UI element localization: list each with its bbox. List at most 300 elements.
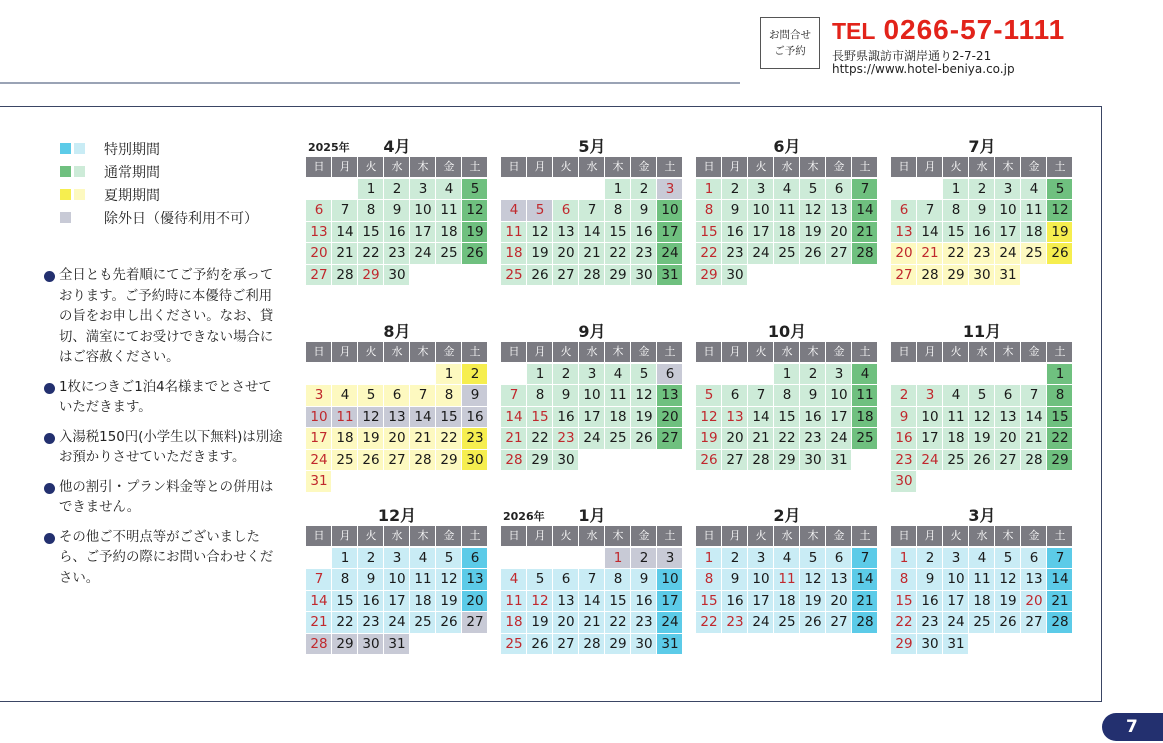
weekday-header: 土 [852,157,878,177]
day-cell: 18 [969,591,995,613]
day-cell: 3 [579,364,605,386]
day-cell: 5 [969,385,995,407]
day-cell: 2 [722,548,748,570]
day-cell: 20 [462,591,488,613]
weekday-header: 日 [891,526,917,546]
day-cell: 25 [436,243,462,265]
day-cell: 28 [410,450,436,472]
day-cell: 9 [800,385,826,407]
day-cell: 6 [657,364,683,386]
month-title: 6月 [773,137,801,156]
weekday-header: 土 [852,342,878,362]
day-cell: 13 [722,407,748,429]
day-cell: 23 [462,428,488,450]
weekday-header: 火 [553,526,579,546]
day-cell: 16 [722,222,748,244]
month-header [501,133,683,157]
day-cell: 15 [891,591,917,613]
day-cell: 19 [631,407,657,429]
day-cell: 28 [1021,450,1047,472]
day-cell: 7 [332,200,358,222]
day-cell: 23 [891,450,917,472]
month-calendar [306,133,488,286]
month-title: 5月 [578,137,606,156]
weekday-row [501,157,683,179]
day-cell: 2 [969,179,995,201]
day-cell: 11 [332,407,358,429]
weekday-header: 土 [462,526,488,546]
year-label: 2025年 [308,141,350,154]
empty-cell [1021,471,1047,493]
weekday-header: 日 [501,157,527,177]
day-cell: 1 [1047,364,1073,386]
day-cell: 16 [462,407,488,429]
weekday-header: 木 [410,157,436,177]
day-cell: 13 [826,200,852,222]
weekday-header: 日 [306,157,332,177]
day-cell: 2 [891,385,917,407]
day-cell: 10 [995,200,1021,222]
empty-cell [579,179,605,201]
week-row [501,569,683,591]
day-cell: 18 [332,428,358,450]
day-cell: 26 [800,612,826,634]
day-cell: 22 [605,243,631,265]
weekday-row [891,526,1073,548]
note-text: 1枚につきご1泊4名様までとさせていただきます。 [59,379,272,415]
week-row [891,612,1073,634]
day-cell: 10 [657,569,683,591]
empty-cell [306,548,332,570]
day-cell: 11 [501,222,527,244]
week-row [501,591,683,613]
day-cell: 16 [800,407,826,429]
day-cell: 11 [774,569,800,591]
day-cell: 1 [605,179,631,201]
empty-cell [384,364,410,386]
day-cell: 22 [1047,428,1073,450]
week-row [501,548,683,570]
day-cell: 29 [943,265,969,287]
bullet-icon [44,533,55,544]
day-cell: 25 [774,612,800,634]
day-cell: 23 [631,612,657,634]
day-cell: 25 [969,612,995,634]
day-cell: 9 [722,200,748,222]
month-header [306,133,488,157]
month-calendar [501,133,683,286]
day-cell: 23 [631,243,657,265]
day-cell: 29 [332,634,358,656]
empty-cell [462,471,488,493]
day-cell: 14 [852,200,878,222]
weekday-header: 木 [800,157,826,177]
day-cell: 7 [852,179,878,201]
day-cell: 7 [917,200,943,222]
week-row [501,364,683,386]
day-cell: 15 [527,407,553,429]
day-cell: 19 [436,591,462,613]
day-cell: 21 [410,428,436,450]
empty-cell [826,265,852,287]
month-header [501,318,683,342]
weekday-row [306,342,488,364]
day-cell: 11 [1021,200,1047,222]
day-cell: 9 [631,569,657,591]
day-cell: 9 [358,569,384,591]
day-cell: 25 [943,450,969,472]
day-cell: 27 [826,243,852,265]
day-cell: 23 [969,243,995,265]
weekday-header: 木 [995,342,1021,362]
day-cell: 1 [358,179,384,201]
day-cell: 13 [553,222,579,244]
day-cell: 17 [579,407,605,429]
day-cell: 9 [553,385,579,407]
day-cell: 30 [969,265,995,287]
week-row [696,450,878,472]
weekday-header: 木 [995,157,1021,177]
month-header [696,502,878,526]
day-cell: 31 [306,471,332,493]
weekday-header: 水 [384,157,410,177]
month-header [501,502,683,526]
day-cell: 23 [358,612,384,634]
day-cell: 17 [657,591,683,613]
week-row [501,179,683,201]
month-calendar [696,133,878,286]
day-cell: 7 [501,385,527,407]
day-cell: 13 [384,407,410,429]
weekday-header: 日 [501,526,527,546]
weekday-header: 月 [722,526,748,546]
week-row [501,200,683,222]
weekday-row [501,526,683,548]
day-cell: 12 [969,407,995,429]
day-cell: 5 [1047,179,1073,201]
weekday-header: 火 [748,157,774,177]
note-item [44,478,284,519]
legend-special [60,137,258,160]
week-row [891,591,1073,613]
day-cell: 28 [579,265,605,287]
day-cell: 28 [1047,612,1073,634]
month-title: 11月 [962,322,1002,341]
day-cell: 8 [891,569,917,591]
empty-cell [1021,364,1047,386]
day-cell: 29 [774,450,800,472]
day-cell: 24 [657,243,683,265]
day-cell: 1 [332,548,358,570]
day-cell: 5 [358,385,384,407]
empty-cell [436,265,462,287]
day-cell: 13 [306,222,332,244]
month-title: 9月 [578,322,606,341]
day-cell: 18 [1021,222,1047,244]
day-cell: 28 [852,612,878,634]
weekday-header: 日 [696,157,722,177]
day-cell: 15 [605,591,631,613]
legend-swatch-spacer [74,212,85,223]
day-cell: 17 [748,222,774,244]
day-cell: 10 [826,385,852,407]
day-cell: 6 [891,200,917,222]
day-cell: 23 [722,243,748,265]
week-row [501,407,683,429]
tel-line[interactable] [832,14,1065,46]
day-cell: 12 [995,569,1021,591]
week-row [696,200,878,222]
day-cell: 2 [800,364,826,386]
week-row [891,407,1073,429]
day-cell: 28 [579,634,605,656]
empty-cell [462,265,488,287]
day-cell: 26 [696,450,722,472]
empty-cell [995,634,1021,656]
day-cell: 13 [657,385,683,407]
empty-cell [306,179,332,201]
week-row [306,243,488,265]
day-cell: 18 [501,612,527,634]
day-cell: 11 [774,200,800,222]
day-cell: 20 [891,243,917,265]
contact-label-2: ご予約 [774,45,806,57]
day-cell: 7 [306,569,332,591]
week-row [696,222,878,244]
empty-cell [995,364,1021,386]
day-cell: 11 [943,407,969,429]
weekday-header: 土 [657,342,683,362]
day-cell: 7 [579,569,605,591]
day-cell: 15 [605,222,631,244]
legend-swatch [60,166,71,177]
day-cell: 23 [800,428,826,450]
week-row [891,428,1073,450]
day-cell: 5 [436,548,462,570]
bullet-icon [44,433,55,444]
week-row [306,179,488,201]
day-cell: 27 [462,612,488,634]
day-cell: 28 [852,243,878,265]
week-row [891,222,1073,244]
weekday-header: 金 [631,342,657,362]
weekday-header: 水 [774,342,800,362]
day-cell: 10 [579,385,605,407]
weekday-header: 土 [657,157,683,177]
empty-cell [852,450,878,472]
week-row [696,591,878,613]
weekday-header: 木 [410,342,436,362]
day-cell: 13 [891,222,917,244]
month-header [306,502,488,526]
weekday-header: 木 [995,526,1021,546]
day-cell: 3 [826,364,852,386]
tel-number[interactable]: 0266-57-1111 [883,14,1066,45]
empty-cell [1021,634,1047,656]
day-cell: 31 [826,450,852,472]
day-cell: 22 [358,243,384,265]
day-cell: 11 [852,385,878,407]
day-cell: 4 [852,364,878,386]
day-cell: 30 [891,471,917,493]
empty-cell [917,471,943,493]
day-cell: 20 [826,591,852,613]
day-cell: 24 [384,612,410,634]
week-row [891,548,1073,570]
month-calendar [696,318,878,471]
day-cell: 31 [384,634,410,656]
day-cell: 30 [917,634,943,656]
day-cell: 27 [657,428,683,450]
day-cell: 15 [696,591,722,613]
day-cell: 17 [410,222,436,244]
day-cell: 26 [527,265,553,287]
empty-cell [943,471,969,493]
day-cell: 24 [410,243,436,265]
empty-cell [1047,634,1073,656]
day-cell: 27 [553,634,579,656]
address: 長野県諏訪市湖岸通り2-7-21 [832,49,992,63]
day-cell: 7 [410,385,436,407]
weekday-header: 土 [462,342,488,362]
weekday-header: 月 [332,526,358,546]
week-row [306,200,488,222]
day-cell: 17 [826,407,852,429]
week-row [501,634,683,656]
week-row [891,471,1073,493]
week-row [891,265,1073,287]
day-cell: 24 [306,450,332,472]
day-cell: 28 [501,450,527,472]
month-title: 12月 [377,506,417,525]
day-cell: 15 [436,407,462,429]
day-cell: 21 [332,243,358,265]
day-cell: 6 [306,200,332,222]
weekday-header: 土 [1047,157,1073,177]
weekday-header: 火 [553,342,579,362]
day-cell: 29 [436,450,462,472]
day-cell: 23 [384,243,410,265]
week-row [306,450,488,472]
empty-cell [579,450,605,472]
weekday-header: 日 [891,157,917,177]
empty-cell [410,471,436,493]
day-cell: 17 [306,428,332,450]
empty-cell [579,548,605,570]
weekday-header: 木 [605,526,631,546]
day-cell: 24 [943,612,969,634]
day-cell: 24 [826,428,852,450]
day-cell: 2 [722,179,748,201]
day-cell: 15 [943,222,969,244]
day-cell: 14 [917,222,943,244]
legend-label: 通常期間 [104,164,160,181]
empty-cell [410,265,436,287]
weekday-header: 月 [722,157,748,177]
day-cell: 30 [722,265,748,287]
bullet-icon [44,271,55,282]
week-row [306,385,488,407]
day-cell: 1 [605,548,631,570]
day-cell: 14 [852,569,878,591]
day-cell: 2 [553,364,579,386]
legend-swatch [74,189,85,200]
day-cell: 20 [553,243,579,265]
day-cell: 28 [332,265,358,287]
month-title: 7月 [968,137,996,156]
day-cell: 28 [748,450,774,472]
weekday-header: 水 [969,342,995,362]
day-cell: 5 [527,569,553,591]
empty-cell [332,364,358,386]
day-cell: 30 [800,450,826,472]
weekday-header: 月 [527,342,553,362]
day-cell: 12 [527,222,553,244]
day-cell: 11 [605,385,631,407]
day-cell: 17 [657,222,683,244]
week-row [696,364,878,386]
weekday-header: 水 [579,342,605,362]
month-calendar [306,318,488,493]
notes [44,266,284,598]
day-cell: 7 [1047,548,1073,570]
website-url[interactable]: https://www.hotel-beniya.co.jp [832,62,1015,76]
day-cell: 2 [384,179,410,201]
tel-label: TEL [832,18,876,44]
day-cell: 2 [358,548,384,570]
day-cell: 22 [605,612,631,634]
day-cell: 31 [657,265,683,287]
day-cell: 2 [631,548,657,570]
day-cell: 22 [891,612,917,634]
day-cell: 25 [1021,243,1047,265]
legend-summer [60,183,258,206]
day-cell: 12 [800,569,826,591]
month-title: 2月 [773,506,801,525]
week-row [306,265,488,287]
day-cell: 25 [605,428,631,450]
empty-cell [332,179,358,201]
empty-cell [995,471,1021,493]
day-cell: 7 [579,200,605,222]
day-cell: 3 [410,179,436,201]
day-cell: 29 [891,634,917,656]
header-rule [0,82,740,84]
weekday-header: 火 [748,526,774,546]
legend-swatch [74,143,85,154]
weekday-header: 火 [358,342,384,362]
day-cell: 15 [774,407,800,429]
day-cell: 21 [579,612,605,634]
day-cell: 16 [722,591,748,613]
day-cell: 11 [501,591,527,613]
day-cell: 16 [891,428,917,450]
weekday-header: 火 [943,157,969,177]
week-row [306,548,488,570]
weekday-header: 金 [1021,526,1047,546]
day-cell: 18 [943,428,969,450]
day-cell: 19 [527,243,553,265]
day-cell: 20 [384,428,410,450]
weekday-header: 金 [826,157,852,177]
weekday-header: 水 [969,526,995,546]
weekday-header: 月 [917,526,943,546]
day-cell: 15 [696,222,722,244]
day-cell: 14 [1021,407,1047,429]
week-row [891,450,1073,472]
day-cell: 4 [1021,179,1047,201]
day-cell: 1 [436,364,462,386]
